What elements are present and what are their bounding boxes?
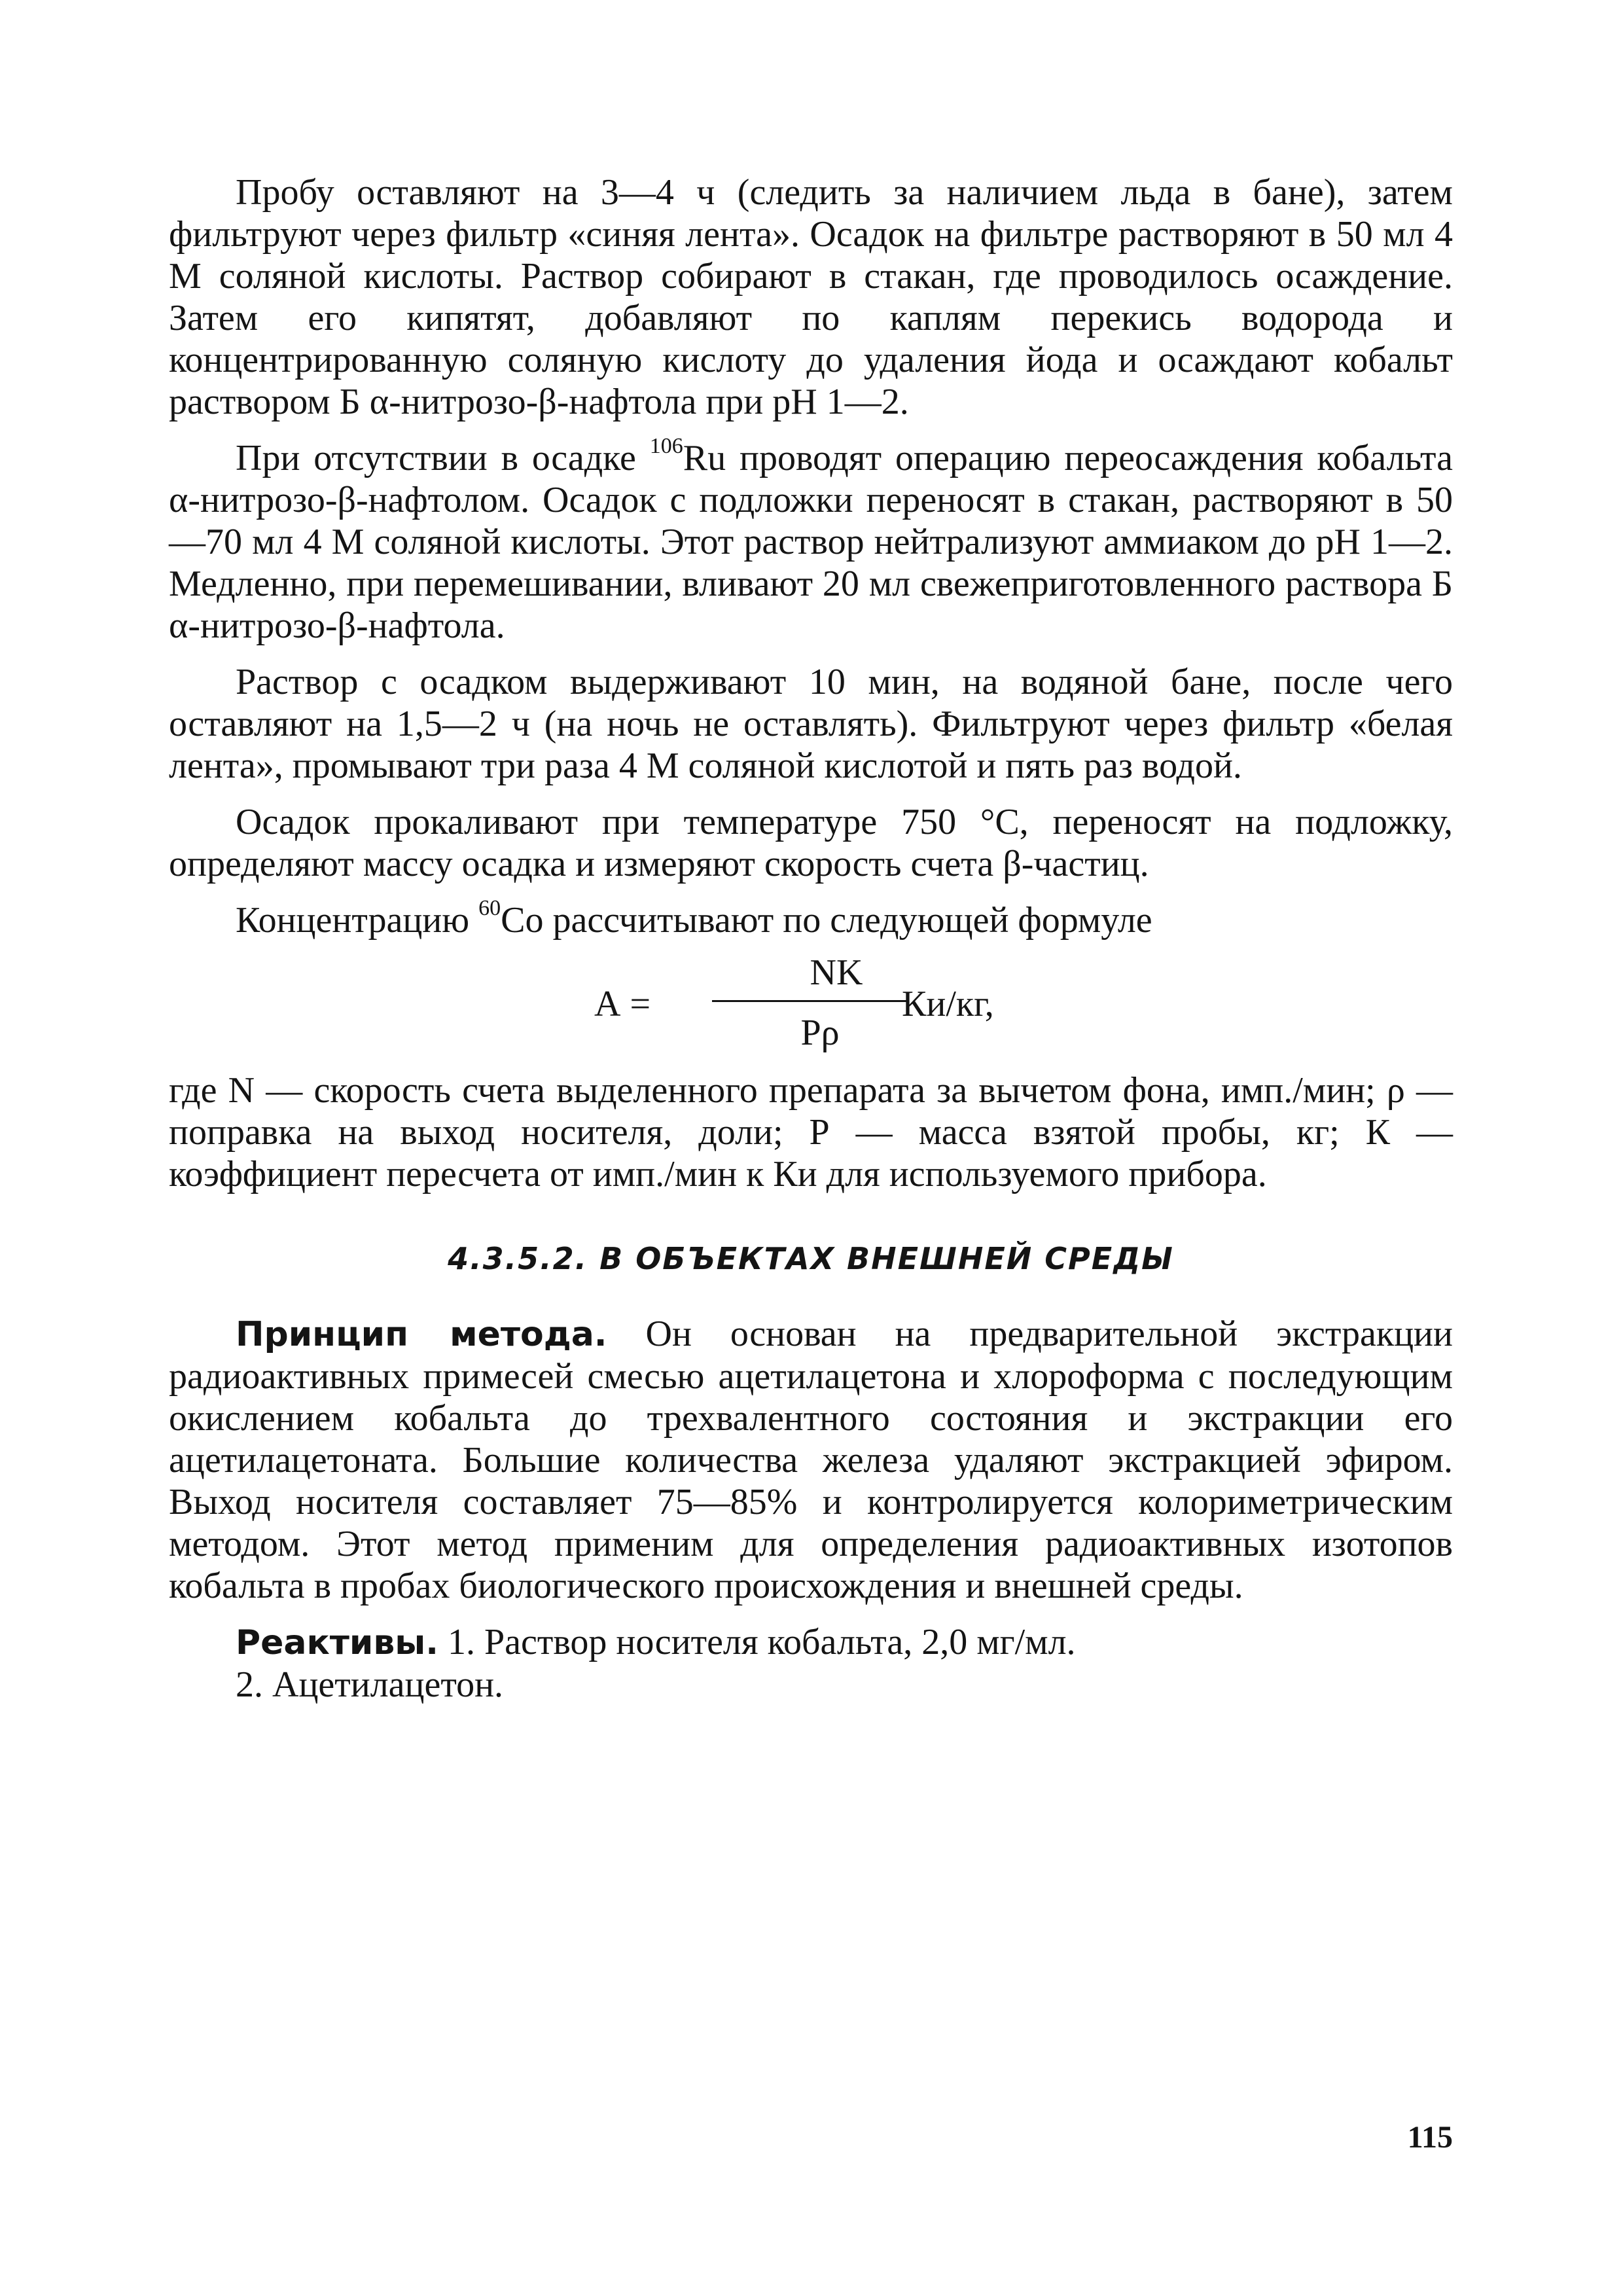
paragraph-3: Раствор с осадком выдерживают 10 мин, на водяной бане, после чего оставляют на 1,5—2 ч (на ночь не оставлять). Фильтруют через фильтр «белая лента», промывают три раза 4 М соляной кислотой и пять раз водой. [169,662,1453,786]
paragraph-5-post: Со рассчитывают по следующей формуле [501,900,1152,941]
fraction-bar [712,1000,908,1002]
formula-unit: Ки/кг, [902,984,994,1024]
paragraph-5-pre: Концентрацию [236,900,479,941]
isotope-co-mass: 60 [478,896,501,920]
paragraph-4: Осадок прокаливают при температуре 750 °С, переносят на подложку, определяют массу осадка и измеряют скорость счета β-частиц. [169,802,1453,884]
concentration-formula [169,952,1453,1063]
reagent-item-1: 1. Раствор носителя кобальта, 2,0 мг/мл. [438,1622,1076,1662]
page-body [169,171,1453,1706]
principle-text: Он основан на предварительной экстракции радиоактивных примесей смесью ацетилацетона и хлороформа с последующим окислением кобальта до трехвалентного состояния и экстракции его ацетилацетоната. Большие количества железа удаляют экстракцией эфиром. Выход носителя составляет 75—85% и контролируется колориметрическим методом. Этот метод применим для определения радиоактивных изотопов кобальта в пробах биологического происхождения и внешней среды. [169,1314,1453,1606]
page-number: 115 [1407,2120,1453,2155]
formula-lhs: А = [594,984,651,1024]
paragraph-2-pre: При отсутствии в осадке [236,438,650,478]
isotope-ru-mass: 106 [649,434,683,458]
paragraph-2-post: Ru проводят операцию переосаждения кобальта α-нитрозо-β-нафтолом. Осадок с подложки переносят в стакан, растворяют в 50—70 мл 4 М соляной кислоты. Этот раствор нейтрализуют аммиаком до рН 1—2. Медленно, при перемешивании, вливают 20 мл свежеприготовленного раствора Б α-нитрозо-β-нафтола. [169,438,1453,646]
paragraph-1: Пробу оставляют на 3—4 ч (следить за наличием льда в бане), затем фильтруют через фильтр «синяя лента». Осадок на фильтре растворяют в 50 мл 4 М соляной кислоты. Раствор собирают в стакан, где проводилось осаждение. Затем его кипятят, добавляют по каплям перекись водорода и концентрированную соляную кислоту до удаления йода и осаждают кобальт раствором Б α-нитрозо-β-нафтола при рН 1—2. [169,172,1453,422]
principle-paragraph [169,1313,1453,1607]
reagents-paragraph [169,1621,1453,1664]
reagents-label: Реактивы. [236,1623,439,1662]
formula-numerator: NK [810,952,863,993]
formula-legend: где N — скорость счета выделенного препарата за вычетом фона, имп./мин; ρ — поправка на выход носителя, доли; Р — масса взятой пробы, кг; К — коэффициент пересчета от имп./мин к Ки для используемого прибора. [169,1070,1453,1194]
principle-label: Принцип метода. [236,1315,607,1354]
reagent-item-2: 2. Ацетилацетон. [236,1664,504,1705]
section-heading: 4.3.5.2. В ОБЪЕКТАХ ВНЕШНЕЙ СРЕДЫ [448,1241,1174,1276]
formula-denominator: Рρ [800,1013,840,1053]
paragraph-2 [169,434,1453,647]
paragraph-5 [169,896,1453,941]
